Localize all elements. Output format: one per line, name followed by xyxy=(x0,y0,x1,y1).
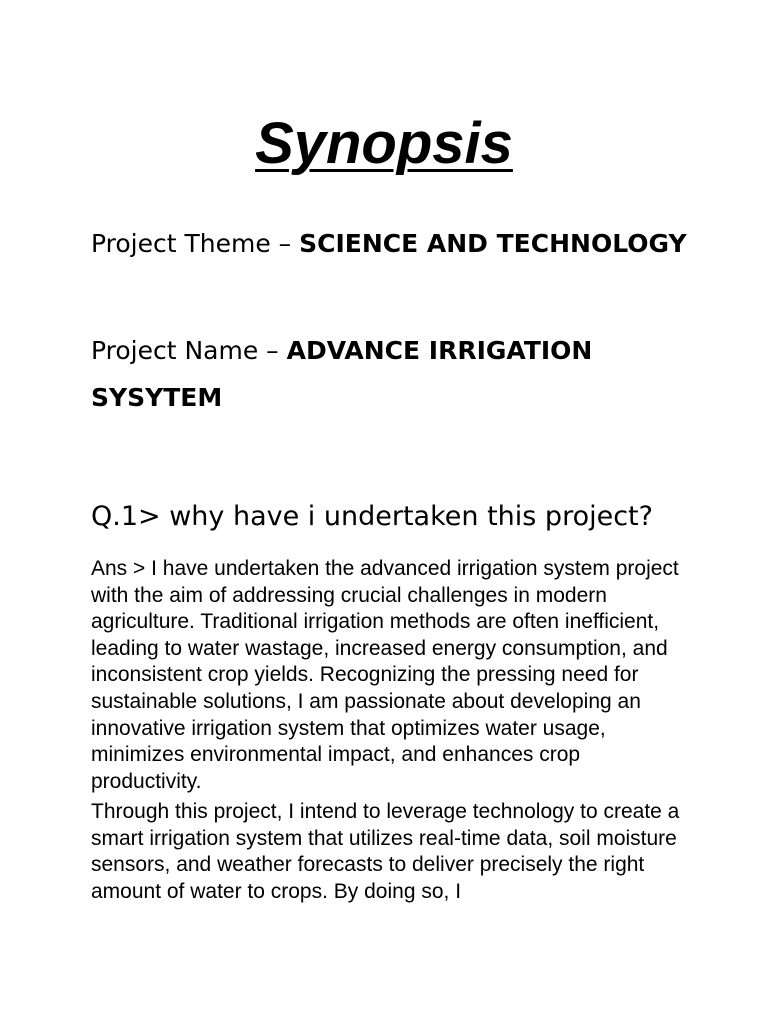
project-theme-label: Project Theme – xyxy=(91,229,300,258)
project-name-line xyxy=(91,327,711,421)
answer-paragraph-continued: Through this project, I intend to leverage technology to create a smart irrigation system that utilizes real-time data, soil moisture sensors, and weather forecasts to deliver precisely the right amount of water to crops. By doing so, I xyxy=(91,800,680,903)
project-name-label: Project Name – xyxy=(91,336,287,365)
project-theme-value: SCIENCE AND TECHNOLOGY xyxy=(299,229,687,258)
project-name-value: ADVANCE IRRIGATION SYSYTEM xyxy=(91,336,593,412)
document-title xyxy=(0,108,768,180)
question-heading: Q.1> why have i undertaken this project? xyxy=(91,501,653,532)
answer-paragraph: Ans > I have undertaken the advanced irrigation system project with the aim of addressing crucial challenges in modern agriculture. Traditional irrigation methods are often inefficient, leading to water wastage, increased energy consumption, and inconsistent crop yields. Recognizing the pressing need for sustainable solutions, I am passionate about developing an innovative irrigation system that optimizes water usage, minimizes environmental impact, and enhances crop productivity. xyxy=(91,557,679,793)
document-title-text: Synopsis xyxy=(255,111,513,176)
project-theme-line xyxy=(91,220,711,267)
